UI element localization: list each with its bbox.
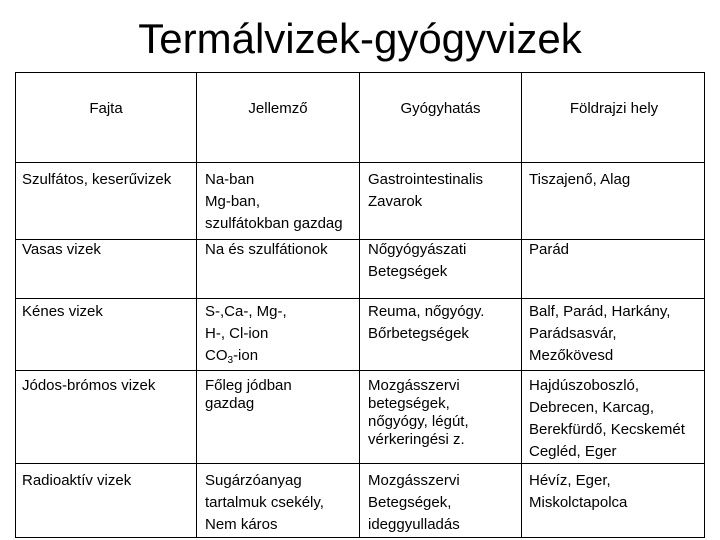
column-divider: [359, 73, 360, 537]
table-row-jellemzo: Főleg jódban gazdag: [205, 377, 292, 412]
header-jellemzo: Jellemző: [248, 100, 308, 117]
table-row-fajta: Radioaktív vizek: [22, 472, 132, 489]
table-row-hely: Parád: [529, 241, 570, 258]
row-divider: [16, 298, 704, 299]
table-row-jellemzo: Na-ban Mg-ban, szulfátokban gazdag: [205, 171, 343, 232]
row-divider: [16, 162, 704, 163]
table-row-gyogyhatas: Gastrointestinalis Zavarok: [368, 171, 484, 210]
table-row-fajta: Szulfátos, keserűvizek: [22, 171, 172, 188]
table-row-hely: Hévíz, Eger, Miskolctapolca: [529, 472, 628, 511]
header-gyogyhatas: Gyógyhatás: [400, 100, 481, 117]
table-row-jellemzo: Sugárzóanyag tartalmuk csekély, Nem káros: [205, 472, 324, 533]
table-row-hely: Tiszajenő, Alag: [529, 171, 631, 188]
table-row-gyogyhatas: Mozgásszervi Betegségek, ideggyulladás: [368, 472, 460, 533]
table-row-hely: Balf, Parád, Harkány, Parádsasvár, Mezőkövesd: [529, 303, 671, 364]
header-fajta: Fajta: [89, 100, 123, 117]
table-row-fajta: Vasas vizek: [22, 241, 101, 258]
table-row-fajta: Jódos-brómos vizek: [22, 377, 156, 394]
table-row-fajta: Kénes vizek: [22, 303, 103, 320]
page-title: Termálvizek-gyógyvizek: [138, 15, 582, 62]
table-row-hely: Hajdúszoboszló, Debrecen, Karcag, Berekfürdő, Kecskemét Cegléd, Eger: [529, 377, 685, 460]
table-row-jellemzo: S-,Ca-, Mg-, H-, Cl-ion $CO_3$-ion: [205, 303, 287, 366]
column-divider: [196, 73, 197, 537]
row-divider: [16, 239, 704, 240]
header-foldrajzi-hely: Földrajzi hely: [569, 100, 659, 117]
column-divider: [521, 73, 522, 537]
table-row-gyogyhatas: Reuma, nőgyógy. Bőrbetegségek: [368, 303, 485, 342]
row-divider: [16, 463, 704, 464]
table-row-gyogyhatas: Nőgyógyászati Betegségek: [368, 241, 467, 280]
row-divider: [16, 370, 704, 371]
table-row-gyogyhatas: Mozgásszervi betegségek, nőgyógy, légút, vérkeringési z.: [368, 377, 469, 448]
data-table: [15, 72, 705, 538]
table-row-jellemzo: Na és szulfátionok: [205, 241, 328, 258]
